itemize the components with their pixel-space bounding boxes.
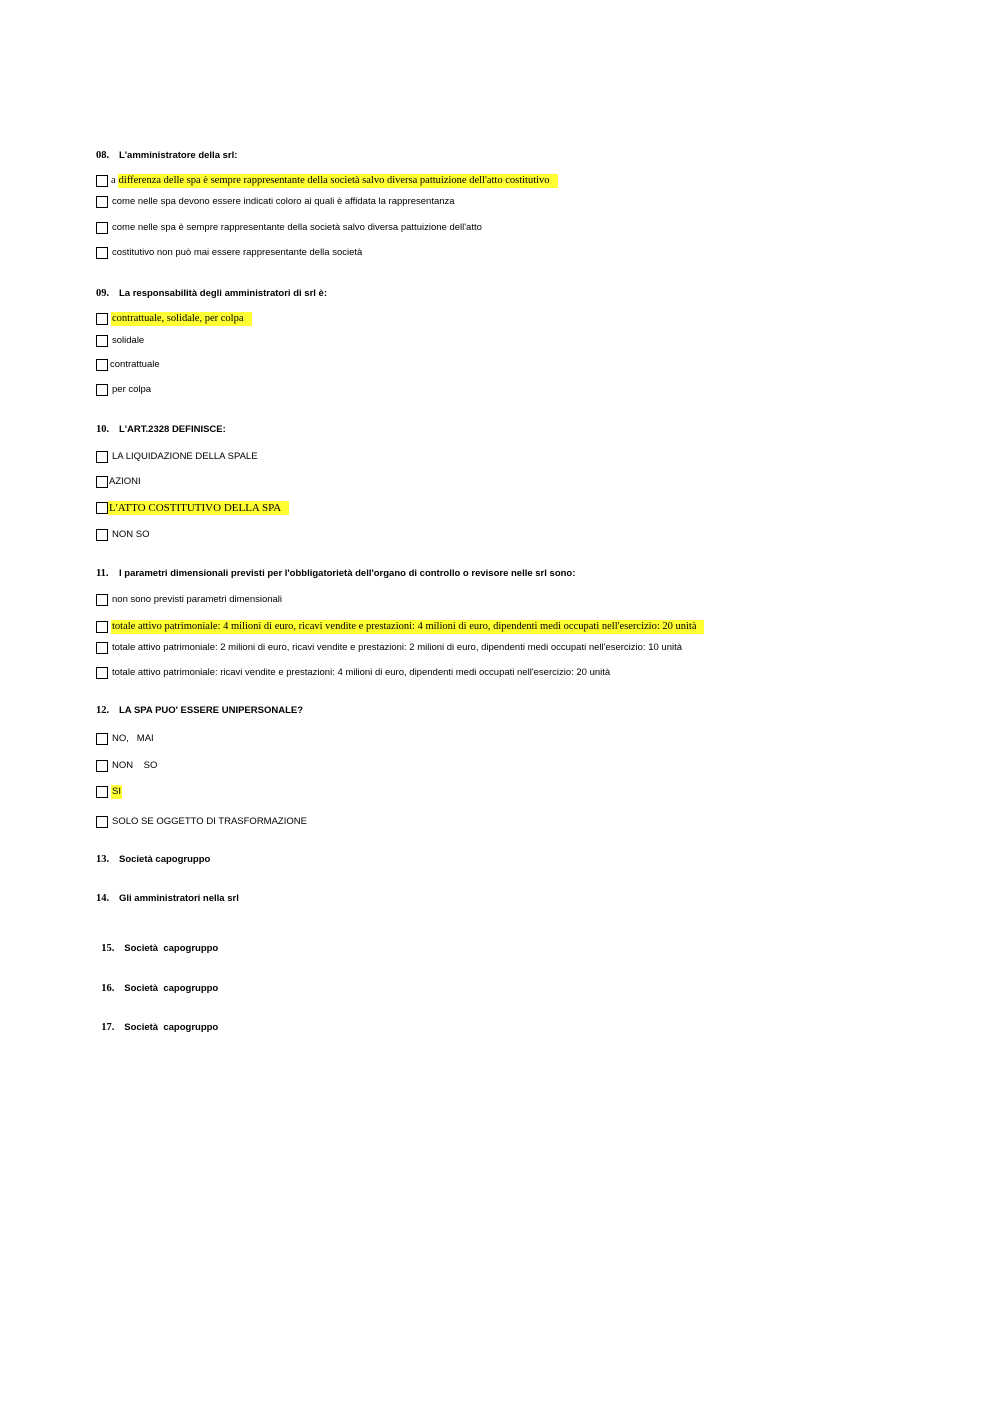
question-title: Società capogruppo bbox=[124, 983, 219, 994]
question-14-heading bbox=[96, 893, 239, 904]
option-label: totale attivo patrimoniale: 2 milioni di euro, ricavi vendite e prestazioni: 2 milioni di euro, dipendenti medi occupati nell'esercizio: 10 unità bbox=[112, 641, 683, 653]
question-11-heading bbox=[96, 568, 575, 579]
question-title: Società capogruppo bbox=[119, 854, 211, 865]
question-number: 10. bbox=[96, 424, 110, 435]
checkbox[interactable] bbox=[96, 175, 108, 187]
option-label: LA LIQUIDAZIONE DELLA SPALE bbox=[112, 450, 258, 462]
option-label-highlighted: contrattuale, solidale, per colpa bbox=[111, 312, 252, 326]
checkbox[interactable] bbox=[96, 733, 108, 745]
q08-option-4[interactable] bbox=[96, 245, 364, 260]
question-title: La responsabilità degli amministratori di srl è: bbox=[119, 288, 327, 299]
q12-option-3[interactable] bbox=[96, 784, 122, 799]
option-label: come nelle spa devono essere indicati coloro ai quali è affidata la rappresentanza bbox=[112, 195, 455, 207]
question-12-heading bbox=[96, 705, 303, 716]
question-title: L'ART.2328 DEFINISCE: bbox=[119, 424, 226, 435]
q10-option-4[interactable] bbox=[96, 527, 151, 542]
question-number: 16. bbox=[101, 983, 115, 994]
question-17-heading bbox=[96, 1011, 218, 1033]
checkbox[interactable] bbox=[96, 667, 108, 679]
option-label: NON SO bbox=[112, 528, 150, 540]
q11-option-4[interactable] bbox=[96, 665, 612, 680]
question-16-heading bbox=[96, 972, 218, 994]
question-title: Società capogruppo bbox=[124, 943, 219, 954]
checkbox[interactable] bbox=[96, 313, 108, 325]
q12-option-4[interactable] bbox=[96, 814, 309, 829]
checkbox[interactable] bbox=[96, 222, 108, 234]
option-prefix: a bbox=[111, 175, 116, 186]
option-label: NO, MAI bbox=[112, 732, 154, 744]
question-number: 17. bbox=[101, 1022, 115, 1033]
question-number: 11. bbox=[96, 568, 109, 579]
option-label-highlighted: totale attivo patrimoniale: 4 milioni di euro, ricavi vendite e prestazioni: 4 milioni di euro, dipendenti medi occupati nell'esercizio: 20 unità bbox=[111, 620, 704, 634]
checkbox[interactable] bbox=[96, 621, 108, 633]
question-number: 15. bbox=[101, 943, 115, 954]
option-label: costitutivo non può mai essere rappresentante della società bbox=[112, 246, 363, 258]
q09-option-4[interactable] bbox=[96, 382, 153, 397]
checkbox[interactable] bbox=[96, 247, 108, 259]
checkbox[interactable] bbox=[96, 642, 108, 654]
option-label: solidale bbox=[112, 334, 145, 346]
checkbox[interactable] bbox=[96, 359, 108, 371]
option-label: NON SO bbox=[112, 759, 158, 771]
checkbox[interactable] bbox=[96, 384, 108, 396]
question-title: LA SPA PUO' ESSERE UNIPERSONALE? bbox=[119, 705, 304, 716]
question-number: 09. bbox=[96, 288, 110, 299]
checkbox[interactable] bbox=[96, 335, 108, 347]
checkbox[interactable] bbox=[96, 786, 108, 798]
checkbox[interactable] bbox=[96, 476, 108, 488]
q11-option-3[interactable] bbox=[96, 640, 684, 655]
question-number: 08. bbox=[96, 150, 110, 161]
option-label: non sono previsti parametri dimensionali bbox=[112, 593, 283, 605]
option-label: per colpa bbox=[112, 383, 152, 395]
question-10-heading bbox=[96, 424, 226, 435]
checkbox[interactable] bbox=[96, 451, 108, 463]
checkbox[interactable] bbox=[96, 816, 108, 828]
checkbox[interactable] bbox=[96, 502, 108, 514]
question-09-heading bbox=[96, 288, 327, 299]
q08-option-3[interactable] bbox=[96, 220, 484, 235]
q11-option-1[interactable] bbox=[96, 592, 284, 607]
q10-option-3[interactable] bbox=[96, 500, 289, 515]
q12-option-1[interactable] bbox=[96, 731, 156, 746]
checkbox[interactable] bbox=[96, 760, 108, 772]
question-title: I parametri dimensionali previsti per l'obbligatorietà dell'organo di controllo o revisore nelle srl sono: bbox=[119, 568, 576, 579]
option-label: AZIONI bbox=[109, 475, 141, 487]
q09-option-2[interactable] bbox=[96, 333, 146, 348]
option-label: totale attivo patrimoniale: ricavi vendite e prestazioni: 4 milioni di euro, dipendenti medi occupati nell'esercizio: 20 unità bbox=[112, 666, 611, 678]
q08-option-2[interactable] bbox=[96, 194, 457, 209]
question-number: 14. bbox=[96, 893, 110, 904]
q08-option-1[interactable] bbox=[96, 173, 558, 188]
option-label-highlighted: L'ATTO COSTITUTIVO DELLA SPA bbox=[108, 501, 289, 515]
q09-option-3[interactable] bbox=[96, 357, 162, 372]
q12-option-2[interactable] bbox=[96, 758, 159, 773]
question-title: L'amministratore della srl: bbox=[119, 150, 238, 161]
checkbox[interactable] bbox=[96, 529, 108, 541]
checkbox[interactable] bbox=[96, 594, 108, 606]
q11-option-2[interactable] bbox=[96, 619, 704, 634]
q09-option-1[interactable] bbox=[96, 311, 252, 326]
question-number: 12. bbox=[96, 705, 110, 716]
option-label-highlighted: differenza delle spa è sempre rappresentante della società salvo diversa pattuizione dell'atto costitutivo bbox=[118, 174, 558, 188]
option-label: SOLO SE OGGETTO DI TRASFORMAZIONE bbox=[112, 815, 307, 827]
question-13-heading bbox=[96, 854, 210, 865]
question-title: Gli amministratori nella srl bbox=[119, 893, 239, 904]
q10-option-2[interactable] bbox=[96, 474, 143, 489]
option-label: contrattuale bbox=[110, 358, 160, 370]
question-title: Società capogruppo bbox=[124, 1022, 219, 1033]
option-label: come nelle spa è sempre rappresentante della società salvo diversa pattuizione dell'atto bbox=[112, 221, 482, 233]
question-number: 13. bbox=[96, 854, 110, 865]
option-label-highlighted: SI bbox=[112, 785, 121, 797]
checkbox[interactable] bbox=[96, 196, 108, 208]
q10-option-1[interactable] bbox=[96, 449, 260, 464]
question-15-heading bbox=[96, 932, 218, 954]
question-08-heading bbox=[96, 150, 237, 161]
